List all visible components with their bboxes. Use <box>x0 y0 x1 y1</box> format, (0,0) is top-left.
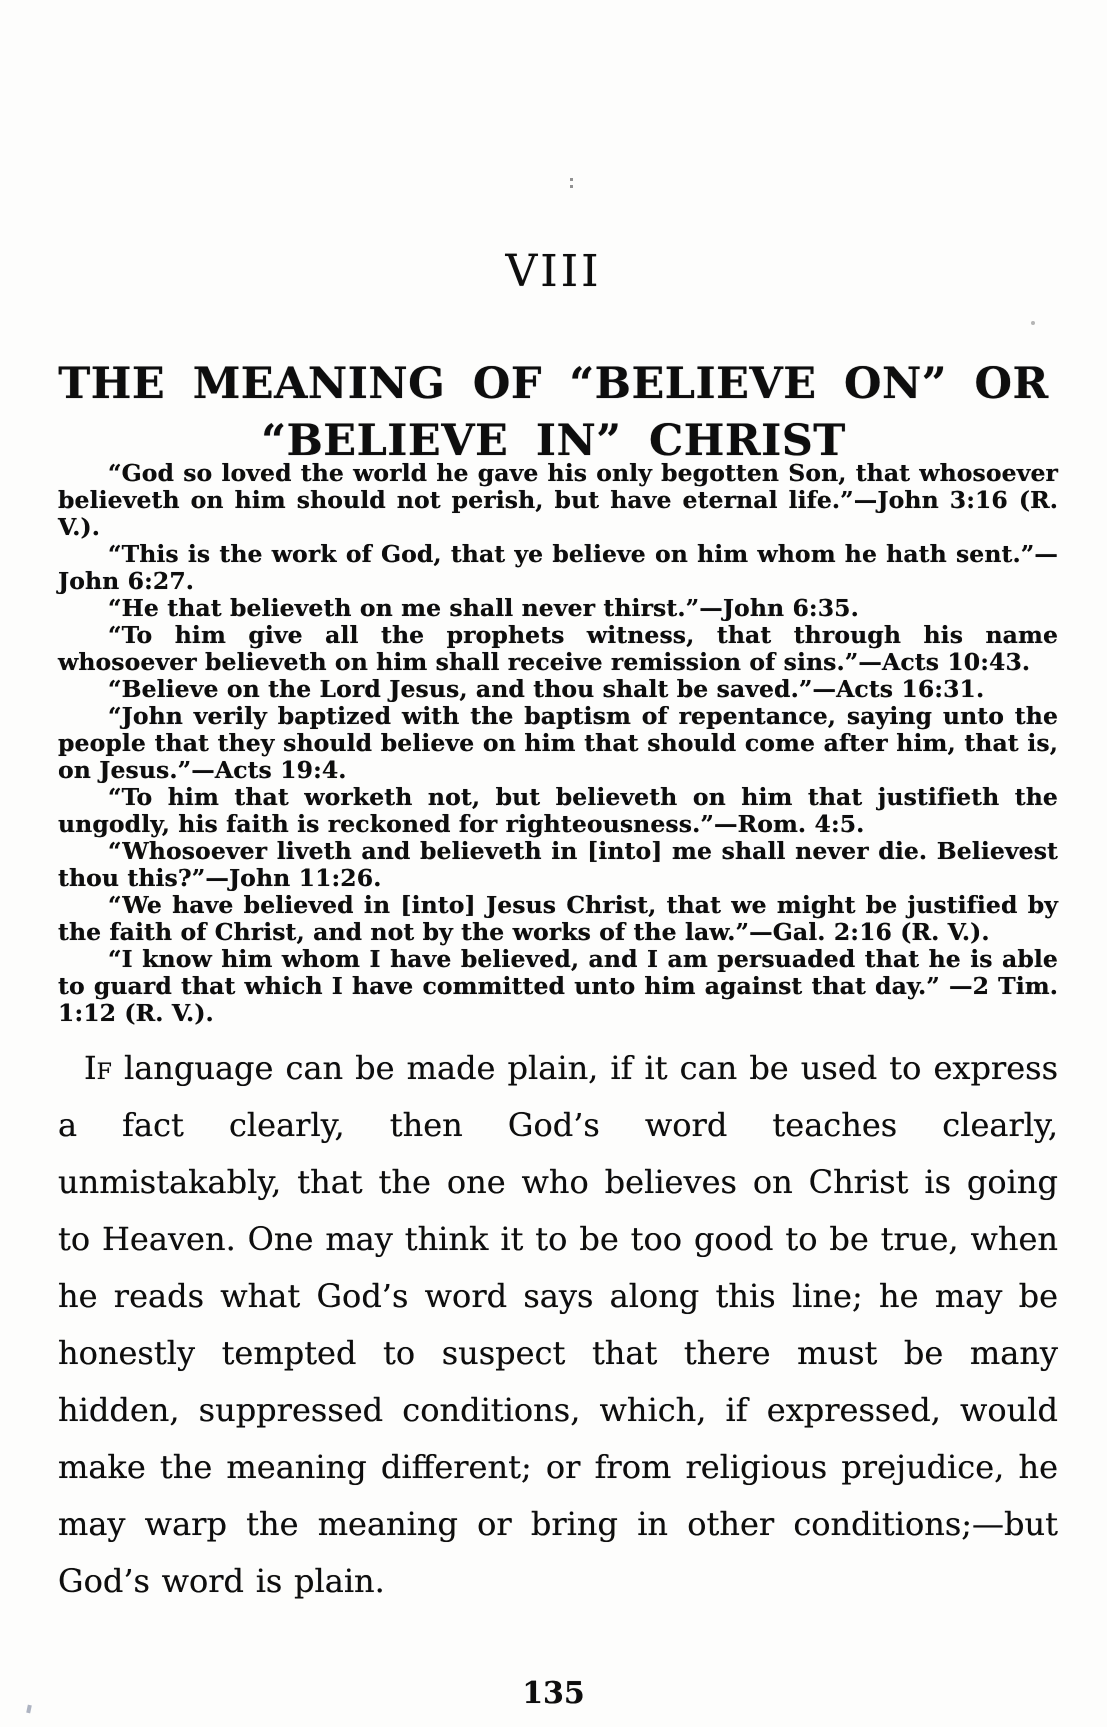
scripture-quote-john-3-16: “God so loved the world he gave his only begotten Son, that whosoever believeth on him should not perish, but have eternal life.”—John 3:16 (R. V.). <box>58 459 1058 541</box>
scripture-quote-john-6-27: “This is the work of God, that ye believe on him whom he hath sent.”—John 6:27. <box>58 540 1058 595</box>
scan-artifact-colon-mark <box>570 178 573 188</box>
scripture-quote-acts-10-43: “To him give all the prophets witness, that through his name whosoever believeth on him shall receive remission of sins.”—Acts 10:43. <box>58 621 1058 676</box>
body-text: language can be made plain, if it can be used to express a fact clearly, then God’s word teaches clearly, unmistakably, that the one who believes on Christ is going to Heaven. One may think it to be too good to be true, when he reads what God’s word says along this line; he may be honestly tempted to suspect that there must be many hidden, suppressed conditions, which, if expressed, would make the meaning different; or from religious prejudice, he may warp the meaning or bring in other conditions;—but God’s word is plain. <box>58 1049 1058 1600</box>
scripture-quote-gal-2-16: “We have believed in [into] Jesus Christ, that we might be justified by the faith of Christ, and not by the works of the law.”—Gal. 2:16 (R. V.). <box>58 891 1058 946</box>
scripture-quote-john-11-26: “Whosoever liveth and believeth in [into] me shall never die. Believest thou this?”—John 11:26. <box>58 837 1058 892</box>
scripture-quote-2-tim-1-12: “I know him whom I have believed, and I am persuaded that he is able to guard that which I have committed unto him against that day.” —2 Tim. 1:12 (R. V.). <box>58 945 1058 1027</box>
scan-artifact-bottom-left <box>26 1705 32 1714</box>
scripture-quote-acts-16-31: “Believe on the Lord Jesus, and thou shalt be saved.”—Acts 16:31. <box>108 675 985 703</box>
chapter-title-line-1: THE MEANING OF “BELIEVE ON” OR <box>58 359 1049 409</box>
chapter-title <box>0 356 1107 470</box>
scripture-quote-acts-19-4: “John verily baptized with the baptism of repentance, saying unto the people that they should believe on him that should come after him, that is, on Jesus.”—Acts 19:4. <box>58 702 1058 784</box>
scripture-quotes-block <box>58 460 1058 1027</box>
chapter-number: VIII <box>505 246 602 297</box>
scan-artifact-dot <box>1031 321 1035 325</box>
body-paragraph <box>58 1040 1058 1610</box>
page-number: 135 <box>522 1676 585 1711</box>
lead-word: If <box>84 1049 112 1087</box>
chapter-title-line-2: “BELIEVE IN” CHRIST <box>261 416 846 466</box>
scripture-quote-rom-4-5: “To him that worketh not, but believeth on him that justifieth the ungodly, his faith is reckoned for righteousness.”—Rom. 4:5. <box>58 783 1058 838</box>
scripture-quote-john-6-35: “He that believeth on me shall never thirst.”—John 6:35. <box>108 594 859 622</box>
